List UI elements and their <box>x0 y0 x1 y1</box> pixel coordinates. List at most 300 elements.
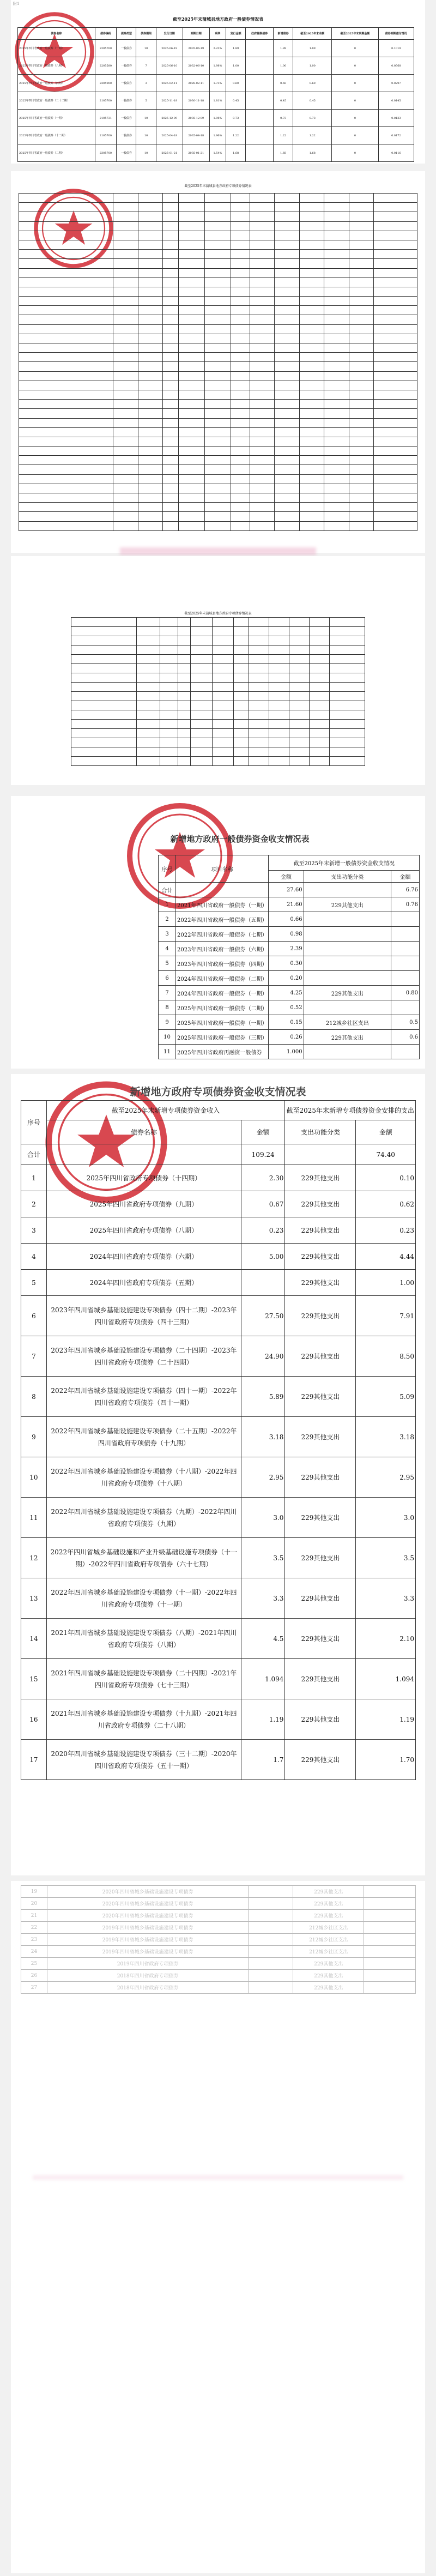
table-cell: 9 <box>21 1417 47 1457</box>
table-cell: 229其他支出 <box>285 1538 356 1578</box>
table-cell <box>113 390 138 399</box>
table-cell <box>299 447 324 456</box>
table-cell <box>19 409 113 418</box>
table-cell: 27 <box>21 1982 47 1994</box>
table-cell <box>309 618 329 627</box>
table-cell <box>212 683 233 692</box>
table-cell <box>275 503 299 512</box>
table-cell <box>275 437 299 446</box>
table-cell <box>113 400 138 409</box>
table-cell <box>250 268 275 277</box>
table-cell: 2020年四川省城乡基础设施建设专项债券 <box>47 1898 249 1910</box>
table-row <box>19 334 417 343</box>
table-cell: 2020年四川省城乡基础设施建设专项债券（三十二期）-2020年四川省政府专项债券（五十一期） <box>46 1740 241 1780</box>
table-cell <box>231 324 250 334</box>
table-cell: 0.80 <box>391 986 419 1000</box>
table-cell <box>269 664 289 673</box>
table-cell: 0.26 <box>269 1030 304 1045</box>
table-cell <box>19 268 113 277</box>
table-cell <box>138 381 162 390</box>
table-cell: 0.45 <box>293 92 332 110</box>
table-cell <box>249 627 269 636</box>
table-cell: 5 <box>21 1270 47 1296</box>
table-row <box>19 503 417 512</box>
table-cell: 0.0145 <box>378 92 414 110</box>
table-row <box>19 240 417 249</box>
table-cell: 0.45 <box>274 92 293 110</box>
table-cell: 2022年四川省城乡基础设施建设专项债券（四十一期）-2022年四川省政府专项债券（四十一期） <box>46 1377 241 1417</box>
table-cell: 13 <box>21 1578 47 1619</box>
table-cell: 10 <box>159 1030 176 1045</box>
table-cell <box>373 334 417 343</box>
table-cell <box>324 456 349 465</box>
table-cell: 2.95 <box>356 1457 416 1498</box>
table-row <box>71 636 365 645</box>
table-cell: 0.23 <box>241 1217 285 1244</box>
table-row <box>159 883 420 897</box>
table-cell <box>231 521 250 530</box>
table-cell <box>138 324 162 334</box>
table-row <box>21 1296 416 1336</box>
table-cell <box>205 371 231 381</box>
table-cell <box>349 268 373 277</box>
table-cell <box>349 503 373 512</box>
table-cell: 229其他支出 <box>285 1217 356 1244</box>
table-cell: 229其他支出 <box>285 1498 356 1538</box>
table-cell: 2025年四川省政府一般债券（三期） <box>176 1030 269 1045</box>
table-cell <box>231 503 250 512</box>
table-cell <box>191 655 212 664</box>
table-row <box>19 221 417 231</box>
table-row <box>19 297 417 306</box>
table-cell <box>205 456 231 465</box>
table-cell: 1.89 <box>274 40 293 57</box>
table-cell <box>249 692 269 701</box>
table-cell: 2305700 <box>95 144 117 162</box>
table-cell: 2021年四川省城乡基础设施建设专项债券（十九期）-2021年四川省政府专项债券（二十八期） <box>46 1699 241 1740</box>
table-cell: 2.30 <box>241 1165 285 1191</box>
table-cell: 5 <box>159 956 176 971</box>
table-cell <box>324 465 349 474</box>
table-cell: 10 <box>21 1457 47 1498</box>
table-cell <box>349 493 373 503</box>
table-cell: 0.66 <box>269 912 304 927</box>
table-cell <box>212 636 233 645</box>
table-cell <box>205 194 231 203</box>
table-cell <box>179 362 205 371</box>
table-cell <box>138 400 162 409</box>
table-cell <box>191 729 212 738</box>
table-cell <box>249 1922 293 1934</box>
table-cell <box>113 465 138 474</box>
table-cell <box>113 484 138 493</box>
table-cell: 2.39 <box>269 942 304 956</box>
table-cell <box>163 400 179 409</box>
table-cell <box>205 493 231 503</box>
table-cell <box>275 493 299 503</box>
table-cell <box>299 268 324 277</box>
table-row <box>19 447 417 456</box>
table-cell: 21.60 <box>269 897 304 912</box>
table-cell <box>373 221 417 231</box>
table-cell <box>138 268 162 277</box>
table-row <box>19 231 417 240</box>
table-cell <box>373 400 417 409</box>
table-cell: 5.89 <box>241 1377 285 1417</box>
table-cell <box>231 315 250 324</box>
page-1-title: 截至2025年末蒲城县地方政府一般债券情况表 <box>172 16 264 22</box>
table-cell: 17 <box>21 1740 47 1780</box>
table-cell <box>19 521 113 530</box>
table-cell <box>309 664 329 673</box>
table-cell <box>113 277 138 287</box>
table-cell <box>205 521 231 530</box>
table-cell <box>304 942 391 956</box>
table-cell <box>231 231 250 240</box>
table-row <box>19 418 417 427</box>
table-cell <box>250 287 275 296</box>
table-cell <box>191 673 212 683</box>
table-cell <box>349 427 373 437</box>
table-cell <box>299 231 324 240</box>
table-cell <box>19 400 113 409</box>
table-cell: 229其他支出 <box>285 1699 356 1740</box>
table-row <box>71 645 365 655</box>
table-cell: 2022年四川省政府一般债券（七期） <box>176 927 269 942</box>
table-cell: 23 <box>21 1934 47 1946</box>
table-cell <box>275 465 299 474</box>
table-cell <box>250 381 275 390</box>
table-cell <box>136 673 160 683</box>
table-cell <box>179 194 205 203</box>
table-cell <box>246 40 274 57</box>
table-cell <box>163 297 179 306</box>
table-cell <box>19 418 113 427</box>
table-cell <box>299 400 324 409</box>
table-cell <box>212 747 233 757</box>
table-cell <box>299 194 324 203</box>
table-cell: 2025-12-09 <box>156 110 183 127</box>
table-row <box>21 1538 416 1578</box>
table-cell <box>205 203 231 212</box>
table-cell <box>163 231 179 240</box>
table-cell <box>304 956 391 971</box>
table-cell <box>275 221 299 231</box>
table-row <box>19 400 417 409</box>
table-cell: 2205700 <box>95 40 117 57</box>
table-cell: 2025-06-10 <box>156 57 183 75</box>
table-cell <box>349 521 373 530</box>
table-cell: 1.094 <box>241 1659 285 1699</box>
table-cell <box>269 692 289 701</box>
table-cell <box>71 664 137 673</box>
table-cell <box>309 747 329 757</box>
table-cell <box>113 447 138 456</box>
header-cell: 政府置换债券 <box>246 28 274 40</box>
table-cell <box>178 636 191 645</box>
table-cell: 0.0133 <box>378 110 414 127</box>
table-cell <box>391 971 419 986</box>
table-cell: 2025-06-19 <box>156 40 183 57</box>
table-cell <box>19 259 113 268</box>
table-cell <box>364 1922 416 1934</box>
table-cell: 2022年四川省城乡基础设施建设专项债券（十八期）-2022年四川省政府专项债券（十八期） <box>46 1457 241 1498</box>
table-cell <box>299 484 324 493</box>
table-cell <box>19 231 113 240</box>
table-cell <box>373 381 417 390</box>
table-cell <box>179 390 205 399</box>
table-cell: 2025-01-21 <box>156 144 183 162</box>
table-cell <box>163 315 179 324</box>
table-cell: 1.22 <box>226 127 246 144</box>
table-cell: 9 <box>159 1015 176 1030</box>
table-cell <box>179 221 205 231</box>
table-cell <box>349 334 373 343</box>
table-cell <box>250 212 275 221</box>
table-cell <box>299 287 324 296</box>
table-cell: 7 <box>159 986 176 1000</box>
table-cell <box>19 427 113 437</box>
table-cell <box>349 306 373 315</box>
table-row <box>19 315 417 324</box>
table-cell: 212城乡社区支出 <box>293 1946 364 1958</box>
table-cell <box>364 1934 416 1946</box>
table-cell <box>178 747 191 757</box>
table-cell <box>163 240 179 249</box>
table-cell: 15 <box>21 1659 47 1699</box>
table-cell: 2025年四川省政府一般债券（一期） <box>18 110 95 127</box>
table-cell <box>309 729 329 738</box>
table-row <box>159 942 420 956</box>
table-row <box>159 971 420 986</box>
table-row <box>21 1699 416 1740</box>
table-cell <box>329 757 365 766</box>
table-cell <box>304 883 391 897</box>
table-cell <box>191 627 212 636</box>
table-cell <box>249 701 269 710</box>
table-cell: 一般债券 <box>117 110 136 127</box>
table-cell: 12 <box>21 1538 47 1578</box>
table-cell <box>289 627 309 636</box>
table-cell: 229其他支出 <box>304 986 391 1000</box>
table-cell: 229其他支出 <box>293 1982 364 1994</box>
table-row <box>21 1934 416 1946</box>
table-cell <box>275 371 299 381</box>
table-cell <box>324 381 349 390</box>
table-cell <box>246 57 274 75</box>
table-cell <box>138 409 162 418</box>
table-cell <box>71 645 137 655</box>
table-cell: 2025年四川省政府一般债券（一期） <box>176 1015 269 1030</box>
table-cell <box>231 259 250 268</box>
table-row <box>18 110 414 127</box>
table-cell <box>309 710 329 720</box>
table-cell <box>249 1934 293 1946</box>
table-cell <box>19 362 113 371</box>
table-cell <box>391 927 419 942</box>
table-cell <box>163 250 179 259</box>
table-cell <box>178 729 191 738</box>
table-cell <box>113 343 138 353</box>
table-row <box>21 1740 416 1780</box>
page-1 <box>11 0 425 164</box>
table-cell <box>249 664 269 673</box>
header-cell: 新增债券 <box>274 28 293 40</box>
table-cell: 11 <box>21 1498 47 1538</box>
table-cell: 8 <box>159 1000 176 1015</box>
table-cell <box>373 353 417 362</box>
table-cell <box>205 277 231 287</box>
table-cell <box>299 343 324 353</box>
table-cell <box>136 747 160 757</box>
table-row <box>19 212 417 221</box>
table-cell <box>19 437 113 446</box>
table-cell <box>249 636 269 645</box>
table-cell <box>160 618 178 627</box>
table-cell <box>113 203 138 212</box>
table-row <box>19 371 417 381</box>
table-cell: 229其他支出 <box>285 1270 356 1296</box>
table-cell <box>250 427 275 437</box>
table-cell <box>113 427 138 437</box>
table-cell <box>71 618 137 627</box>
table-row <box>21 1336 416 1377</box>
table-cell <box>324 427 349 437</box>
table-cell: 2023年四川省政府一般债券（四期） <box>176 956 269 971</box>
table-cell <box>299 390 324 399</box>
table-cell <box>324 203 349 212</box>
table-cell <box>275 194 299 203</box>
table-cell <box>324 521 349 530</box>
table-cell: 2019年四川省城乡基础设施建设专项债券 <box>47 1922 249 1934</box>
table-cell <box>250 371 275 381</box>
table-cell <box>275 324 299 334</box>
table-cell <box>19 390 113 399</box>
table-cell <box>373 306 417 315</box>
table-cell <box>231 277 250 287</box>
table-cell <box>304 927 391 942</box>
table-row <box>19 362 417 371</box>
table-cell: 0.73 <box>274 110 293 127</box>
table-cell <box>249 683 269 692</box>
table-cell <box>349 437 373 446</box>
table-cell: 1.98% <box>209 57 226 75</box>
table-cell: 0.20 <box>269 971 304 986</box>
table-cell <box>349 324 373 334</box>
table-cell <box>179 259 205 268</box>
table-cell <box>163 306 179 315</box>
table-cell <box>178 627 191 636</box>
table-cell <box>391 956 419 971</box>
table-row <box>71 664 365 673</box>
table-row <box>21 1898 416 1910</box>
table-cell <box>136 701 160 710</box>
table-cell: 2022年四川省城乡基础设施建设专项债券（二十五期）-2022年四川省政府专项债券（十九期） <box>46 1417 241 1457</box>
table-cell <box>113 315 138 324</box>
table-cell <box>250 362 275 371</box>
table-cell <box>179 268 205 277</box>
special-bond-funds-table-continued <box>21 1885 416 1994</box>
table-cell <box>324 212 349 221</box>
table-cell <box>231 418 250 427</box>
table-cell <box>113 259 138 268</box>
table-cell <box>373 287 417 296</box>
table-cell <box>19 240 113 249</box>
table-cell <box>19 287 113 296</box>
table-row <box>71 729 365 738</box>
table-cell: 14 <box>21 1619 47 1659</box>
table-row <box>19 512 417 521</box>
table-cell: 1.19 <box>356 1699 416 1740</box>
table-cell <box>138 503 162 512</box>
table-cell <box>249 673 269 683</box>
table-row <box>21 1970 416 1982</box>
table-cell <box>138 456 162 465</box>
table-cell: 25 <box>21 1958 47 1970</box>
table-cell <box>138 343 162 353</box>
table-cell <box>191 757 212 766</box>
table-cell <box>289 710 309 720</box>
table-row <box>19 268 417 277</box>
table-cell <box>71 636 137 645</box>
table-cell <box>373 343 417 353</box>
table-row <box>19 259 417 268</box>
table-cell <box>178 618 191 627</box>
table-cell <box>160 627 178 636</box>
table-row <box>18 92 414 110</box>
table-cell <box>231 493 250 503</box>
table-cell <box>205 400 231 409</box>
table-cell <box>246 92 274 110</box>
table-cell: 2030-11-18 <box>183 92 209 110</box>
table-cell <box>299 203 324 212</box>
table-cell: 2025年四川省政府专项债券（十四期） <box>46 1165 241 1191</box>
table-cell <box>250 334 275 343</box>
table-cell <box>233 673 249 683</box>
table-cell <box>71 720 137 729</box>
table-row <box>19 250 417 259</box>
table-cell: 0.76 <box>391 897 419 912</box>
table-cell <box>373 259 417 268</box>
table-cell: 0.60 <box>226 75 246 92</box>
table-cell <box>205 250 231 259</box>
table-cell: 0.0116 <box>378 144 414 162</box>
table-cell <box>324 512 349 521</box>
table-cell <box>113 306 138 315</box>
table-row <box>21 1270 416 1296</box>
table-cell <box>373 465 417 474</box>
table-cell <box>178 683 191 692</box>
header-cell: 截至2025年末到期金额 <box>332 28 378 40</box>
table-cell <box>324 306 349 315</box>
table-cell: 2020年四川省城乡基础设施建设专项债券 <box>47 1886 249 1898</box>
table-cell <box>269 645 289 655</box>
table-cell <box>178 710 191 720</box>
table-cell <box>19 456 113 465</box>
table-cell <box>163 427 179 437</box>
table-cell <box>138 315 162 324</box>
table-cell <box>349 484 373 493</box>
table-row <box>19 484 417 493</box>
table-cell: 一般债券 <box>117 75 136 92</box>
table-cell <box>349 221 373 231</box>
table-cell <box>299 371 324 381</box>
table-cell <box>249 1886 293 1898</box>
header-cell: 发行日期 <box>156 28 183 40</box>
table-cell: 0.6 <box>391 1030 419 1045</box>
table-cell <box>275 427 299 437</box>
table-cell: 229其他支出 <box>293 1910 364 1922</box>
